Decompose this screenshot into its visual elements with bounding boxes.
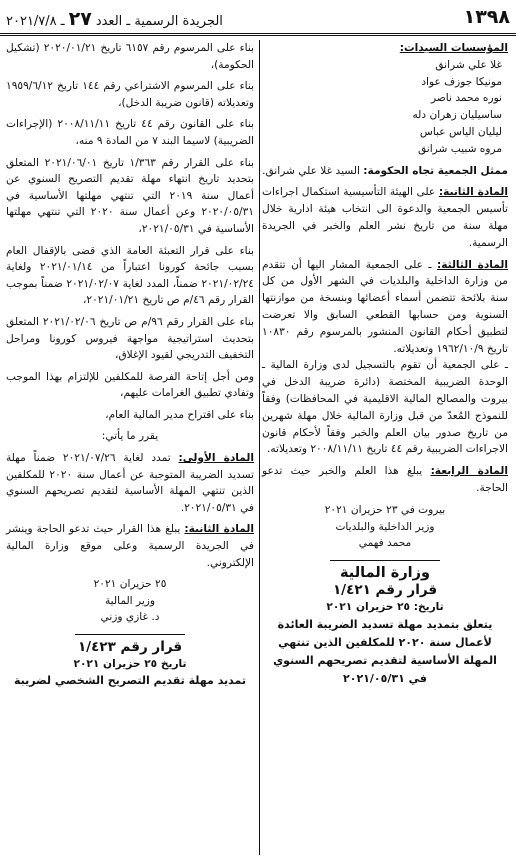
article-2b-paragraph <box>6 521 254 571</box>
article-2b-heading: المادة الثانية: <box>184 523 254 536</box>
decision-2-subject: تمديد مهلة تقديم التصريح الشخصي لضريبة <box>13 674 247 688</box>
preamble-5: بناء على قرار التعبئة العامة الذي قضى بالإقفال العام بسبب جائحة كورونا اعتباراً من ٢٠٢١/٠١/١٤ ولغاية ٢٠٢١/٠٢/٢٤ ضمناً، المدد لغاية ٢٠٢١/٠٢/٠٧ ضمناً بموجب القرار رقم ٤٦/م ص تاريخ ٢٠٢١/٠١/٢١، <box>6 244 255 307</box>
minister-name: محمد فهمي <box>358 537 412 550</box>
decision-number: قرار رقم ١/٤٢١ <box>332 581 438 598</box>
signature-name: د. غازي وزني <box>100 611 160 624</box>
representative-paragraph <box>262 163 508 180</box>
preamble-1: بناء على المرسوم رقم ٦١٥٧ تاريخ ٢٠٢٠/٠١/٢١ (تشكيل الحكومة)، <box>6 42 254 71</box>
article-2-heading: المادة الثانية: <box>438 186 508 199</box>
article-3-paragraph <box>262 257 508 358</box>
gazette-title <box>6 8 223 30</box>
preamble-3: بناء على القانون رقم ٤٤ تاريخ ٢٠٠٨/١١/١١ (الإجراءات الضريبية) لاسيما البند ٧ من المادة ٩ منه، <box>6 118 254 147</box>
founder-item: مروه شبيب شرانق <box>417 142 502 155</box>
decision-2-number: قرار رقم ١/٤٢٣ <box>77 639 183 655</box>
founder-item: ليليان الياس عباس <box>419 125 502 138</box>
gazette-name: الجريدة الرسمية ـ العدد <box>95 14 223 29</box>
signature-date: ٢٥ حزيران ٢٠٢١ <box>93 578 167 591</box>
decision-date: تاريخ: ٢٥ حزيران ٢٠٢١ <box>326 600 444 613</box>
article-3-text: ـ على الجمعية المشار اليها أن تتقدم من وزارة الداخلية والبلديات في الشهر الأول من كل سنة بلائحة تتضمن أسماء أعضائها وبنسخة من موازنتها السنوية ومن حسابها القطعي السابق والا تعرضت لتطبيق أحكام القانون المنشور بالمرسوم رقم ١٠٨٣٠ تاريخ ١٩٦٢/١٠/٩ وتعديلاته. <box>262 258 508 355</box>
place-date: بيروت في ٢٣ حزيران ٢٠٢١ <box>324 503 446 516</box>
minister-title: وزير الداخلية والبلديات <box>335 520 435 533</box>
ministry-heading: وزارة المالية <box>339 565 431 582</box>
representative-text: السيد غلا علي شرانق. <box>262 164 360 177</box>
article-4-text: يبلغ هذا العلم والخبر حيث تدعو الحاجة. <box>262 465 508 494</box>
column-divider <box>259 40 260 855</box>
page-header <box>0 0 516 36</box>
article-1-text: تمدد لغاية ٢٠٢١/٠٧/٢٦ ضمناً مهلة تسديد الضريبة المتوجبة عن أعمال سنة ٢٠٢٠ للمكلفين الذين تنتهي المهلة الأساسية لتقديم تصريحهم السنوي في ٢٠٢١/٠٥/٣١. <box>6 452 254 514</box>
issue-number: ٢٧ <box>68 8 92 30</box>
article-2-text: على الهيئة التأسيسية استكمال اجراءات تأسيس الجمعية والدعوة الى انتخاب هيئة ادارية خلال مهلة سنة من تاريخ نشر العلم والخبر في الجريدة الرسمية. <box>262 186 508 249</box>
preamble-7: ومن أجل إتاحة الفرصة للمكلفين للإلتزام بهذا الموجب وتفادي تطبيق الغرامات عليهم، <box>6 370 254 400</box>
page-number: ١٣٩٨ <box>463 6 510 28</box>
right-column <box>262 40 508 688</box>
decision-subject: يتعلق بتمديد مهلة تسديد الضريبة العائدة لأعمال سنة ٢٠٢٠ للمكلفين الذين تنتهي المهلة الأساسية لتقديم تصريحهم السنوي في ٢٠٢١/٠٥/٣١ <box>273 617 497 685</box>
article-4-heading: المادة الرابعة: <box>430 465 508 478</box>
preamble-2: بناء على المرسوم الاشتراعي رقم ١٤٤ تاريخ ١٩٥٩/٦/١٢ وتعديلاته (قانون ضريبة الدخل)، <box>6 80 254 109</box>
article-3-heading: المادة الثالثة: <box>436 258 508 271</box>
founder-item: نوره محمد ناصر <box>430 92 502 105</box>
founder-item: ساسيليان زهران دله <box>412 109 502 122</box>
representative-heading: ممثل الجمعية تجاه الحكومة: <box>363 164 508 177</box>
founder-item: غلا علي شرانق <box>435 58 502 71</box>
section-divider <box>330 560 440 561</box>
founders-list <box>262 57 508 158</box>
article-1-heading: المادة الأولى: <box>178 452 254 465</box>
section-divider <box>75 634 185 635</box>
decides-line: يقرر ما يأتي: <box>101 430 159 443</box>
preamble-8: بناء على اقتراح مدير المالية العام، <box>105 408 254 421</box>
article-4-paragraph <box>262 463 508 497</box>
issue-date: ـ ٢٠٢١/٧/٨ <box>6 14 65 29</box>
founder-item: مونيكا جوزف عواد <box>421 75 502 88</box>
preamble-6: بناء على القرار رقم ٩٦/م ص تاريخ ٢٠٢١/٠٢/٠٦ المتعلق بتحديث استراتيجية مواجهة فيروس كورونا ومراحل التخفيف التدريجي لقيود الإغلاق، <box>6 315 254 362</box>
preamble-4: بناء على القرار رقم ١/٣٦٣ تاريخ ٢٠٢١/٠٦/٠١ المتعلق بتحديد تاريخ انتهاء مهلة تقديم التصريح السنوي عن أعمال سنة ٢٠١٩ التي تنتهي مهلتها الأساسية في ٢٠٢٠/٠٥/٣١ وعن أعمال سنة ٢٠٢٠ التي تنتهي مهلتها الأساسية في ٢٠٢١/٠٥/٣١، <box>6 156 254 235</box>
article-3-text-2: ـ على الجمعية أن تقوم بالتسجيل لدى وزارة المالية ـ الوحدة الضريبية المختصة (دائرة ضريبة الدخل في بيروت والمصالح المالية الاقليمية في المحافظات) وفقاً للنموذج المُعدّ من قبل وزارة المالية خلال مهلة شهرين من تاريخ صدور بيان العلم والخبر وفقاً لأحكام قانون الاجراءات الضريبية رقم ٤٤ تاريخ ٢٠٠٨/١١/١١ وتعديلاته. <box>262 359 508 456</box>
founders-heading: المؤسسات السيدات: <box>399 42 508 54</box>
left-column <box>6 40 254 690</box>
article-2b-text: يبلغ هذا القرار حيث تدعو الحاجة وينشر في الجريدة الرسمية وعلى موقع وزارة المالية الإلكتروني. <box>6 523 254 569</box>
article-1-paragraph <box>6 450 254 516</box>
decision-2-date: تاريخ ٢٥ حزيران ٢٠٢١ <box>73 657 187 670</box>
signature-title: وزير المالية <box>104 594 156 607</box>
article-2-paragraph <box>262 184 508 251</box>
